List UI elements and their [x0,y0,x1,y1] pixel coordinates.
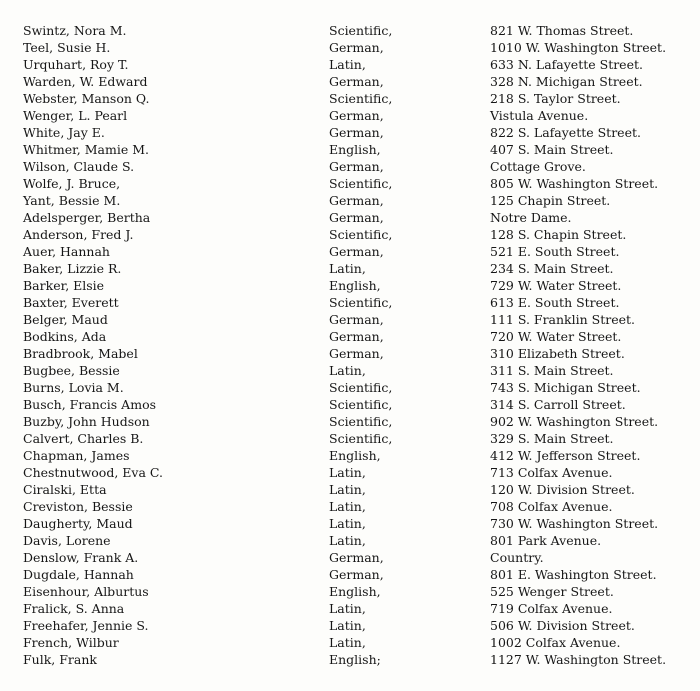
student-name: Buzby, John Hudson [23,414,150,429]
course-name: German, [329,74,384,89]
student-name: Denslow, Frank A. [23,550,139,565]
student-name: Chestnutwood, Eva C. [23,465,163,480]
student-name: Dugdale, Hannah [23,567,134,582]
course-name: German, [329,329,384,344]
table-row [0,260,700,277]
table-row [0,617,700,634]
course-name: Scientific, [329,176,393,191]
table-row [0,158,700,175]
course-name: German, [329,550,384,565]
student-name: French, Wilbur [23,635,119,650]
course-name: German, [329,40,384,55]
street-address: 708 Colfax Avenue. [490,499,613,514]
student-name: Baker, Lizzie R. [23,261,122,276]
student-name: Burns, Lovia M. [23,380,124,395]
student-name: Baxter, Everett [23,295,119,310]
street-address: Vistula Avenue. [490,108,589,123]
street-address: 730 W. Washington Street. [490,516,659,531]
course-name: Latin, [329,533,366,548]
student-name: Adelsperger, Bertha [23,210,151,225]
table-row [0,345,700,362]
street-address: 125 Chapin Street. [490,193,611,208]
course-name: German, [329,244,384,259]
table-row [0,413,700,430]
student-name: Davis, Lorene [23,533,111,548]
student-name: Belger, Maud [23,312,108,327]
street-address: 120 W. Division Street. [490,482,635,497]
table-row [0,107,700,124]
street-address: 310 Elizabeth Street. [490,346,625,361]
street-address: 328 N. Michigan Street. [490,74,643,89]
street-address: 1010 W. Washington Street. [490,40,667,55]
table-row [0,566,700,583]
street-address: 525 Wenger Street. [490,584,614,599]
street-address: 821 W. Thomas Street. [490,23,634,38]
student-name: Eisenhour, Alburtus [23,584,149,599]
table-row [0,634,700,651]
table-row [0,226,700,243]
table-row [0,22,700,39]
course-name: German, [329,125,384,140]
student-name: Fulk, Frank [23,652,97,667]
street-address: 234 S. Main Street. [490,261,614,276]
street-address: 743 S. Michigan Street. [490,380,641,395]
course-name: Latin, [329,499,366,514]
table-row [0,39,700,56]
student-name: Teel, Susie H. [23,40,111,55]
student-name: Swintz, Nora M. [23,23,127,38]
student-name: Wenger, L. Pearl [23,108,128,123]
street-address: 412 W. Jefferson Street. [490,448,641,463]
course-name: English, [329,142,381,157]
table-row [0,294,700,311]
street-address: 311 S. Main Street. [490,363,614,378]
student-name: White, Jay E. [23,125,105,140]
street-address: 613 E. South Street. [490,295,620,310]
student-name: Fralick, S. Anna [23,601,125,616]
student-name: Urquhart, Roy T. [23,57,129,72]
street-address: Cottage Grove. [490,159,586,174]
course-name: Scientific, [329,91,393,106]
student-name: Wolfe, J. Bruce, [23,176,121,191]
student-name: Chapman, James [23,448,130,463]
street-address: 720 W. Water Street. [490,329,622,344]
student-name: Bradbrook, Mabel [23,346,138,361]
course-name: German, [329,159,384,174]
street-address: 902 W. Washington Street. [490,414,659,429]
course-name: Latin, [329,635,366,650]
street-address: 801 E. Washington Street. [490,567,657,582]
course-name: German, [329,193,384,208]
course-name: Latin, [329,465,366,480]
student-name: Auer, Hannah [23,244,110,259]
course-name: German, [329,346,384,361]
street-address: 713 Colfax Avenue. [490,465,613,480]
course-name: German, [329,312,384,327]
course-name: German, [329,567,384,582]
course-name: Scientific, [329,295,393,310]
table-row [0,328,700,345]
table-row [0,447,700,464]
street-address: 218 S. Taylor Street. [490,91,621,106]
street-address: 407 S. Main Street. [490,142,614,157]
student-name: Bodkins, Ada [23,329,107,344]
course-name: Scientific, [329,380,393,395]
course-name: Latin, [329,482,366,497]
course-name: German, [329,210,384,225]
student-name: Daugherty, Maud [23,516,133,531]
table-row [0,549,700,566]
course-name: Scientific, [329,431,393,446]
course-name: Latin, [329,363,366,378]
street-address: 1127 W. Washington Street. [490,652,667,667]
course-name: Scientific, [329,414,393,429]
table-row [0,430,700,447]
course-name: English; [329,652,381,667]
street-address: 801 Park Avenue. [490,533,602,548]
student-name: Webster, Manson Q. [23,91,150,106]
table-row [0,124,700,141]
course-name: English, [329,448,381,463]
course-name: German, [329,108,384,123]
student-name: Barker, Elsie [23,278,105,293]
street-address: 805 W. Washington Street. [490,176,659,191]
course-name: Latin, [329,57,366,72]
table-row [0,175,700,192]
street-address: 506 W. Division Street. [490,618,635,633]
table-row [0,481,700,498]
student-name: Bugbee, Bessie [23,363,120,378]
table-row [0,362,700,379]
street-address: 521 E. South Street. [490,244,620,259]
table-row [0,141,700,158]
table-row [0,90,700,107]
street-address: Country. [490,550,544,565]
street-address: 128 S. Chapin Street. [490,227,627,242]
street-address: 329 S. Main Street. [490,431,614,446]
street-address: 633 N. Lafayette Street. [490,57,643,72]
table-row [0,379,700,396]
street-address: 719 Colfax Avenue. [490,601,613,616]
table-row [0,583,700,600]
course-name: Latin, [329,618,366,633]
student-name: Creviston, Bessie [23,499,133,514]
course-name: Latin, [329,601,366,616]
street-address: 314 S. Carroll Street. [490,397,626,412]
table-row [0,498,700,515]
student-name: Anderson, Fred J. [23,227,134,242]
table-row [0,56,700,73]
table-row [0,209,700,226]
table-row [0,515,700,532]
table-row [0,243,700,260]
table-row [0,600,700,617]
student-name: Ciralski, Etta [23,482,107,497]
table-row [0,464,700,481]
course-name: Scientific, [329,397,393,412]
student-name: Busch, Francis Amos [23,397,157,412]
course-name: Scientific, [329,227,393,242]
street-address: Notre Dame. [490,210,572,225]
table-row [0,651,700,668]
student-name: Whitmer, Mamie M. [23,142,149,157]
student-name: Warden, W. Edward [23,74,148,89]
course-name: English, [329,584,381,599]
student-name: Freehafer, Jennie S. [23,618,149,633]
table-row [0,311,700,328]
course-name: Scientific, [329,23,393,38]
table-row [0,277,700,294]
course-name: English, [329,278,381,293]
student-name: Wilson, Claude S. [23,159,135,174]
table-row [0,192,700,209]
table-row [0,532,700,549]
street-address: 822 S. Lafayette Street. [490,125,641,140]
street-address: 111 S. Franklin Street. [490,312,635,327]
student-name: Yant, Bessie M. [23,193,121,208]
table-row [0,396,700,413]
table-row [0,73,700,90]
student-list [0,22,700,668]
course-name: Latin, [329,261,366,276]
street-address: 729 W. Water Street. [490,278,622,293]
street-address: 1002 Colfax Avenue. [490,635,621,650]
course-name: Latin, [329,516,366,531]
student-name: Calvert, Charles B. [23,431,144,446]
